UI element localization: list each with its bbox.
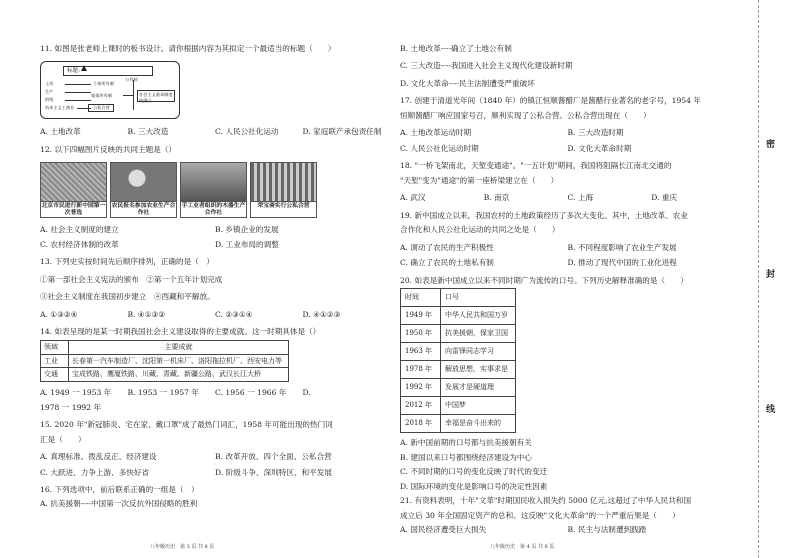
table-row	[41, 354, 289, 368]
q19-option-b[interactable]: B. 不同程度影响了农业生产发展	[567, 242, 677, 252]
table-cell: 发展才是硬道理	[441, 379, 516, 397]
q19-option-d[interactable]: D. 推动了现代中国的工业化进程	[567, 258, 677, 268]
q15-stem-2: 汇是（ ）	[40, 434, 86, 444]
q14-option-d-text[interactable]: 1978 一 1992 年	[40, 402, 102, 412]
q17-option-b[interactable]: B. 三大改造时期	[567, 128, 624, 138]
q15-option-a[interactable]: A. 真理标准、拨乱反正、经济建设	[40, 452, 157, 462]
photo-image	[110, 162, 177, 202]
table-cell: 中华人民共和国万岁	[441, 307, 516, 325]
q15-option-c[interactable]: C. 大跃进、力争上游、多快好省	[40, 467, 150, 477]
table-cell: 工业	[41, 354, 69, 368]
q14-option-b[interactable]: B. 1953 一 1957 年	[127, 388, 199, 398]
q15-option-d[interactable]: D. 阶级斗争、深圳特区、和平发展	[215, 467, 332, 477]
q17-option-d[interactable]: D. 文化大革命时期	[567, 143, 632, 153]
table-row	[401, 343, 516, 361]
table-cell: 1992 年	[401, 379, 441, 397]
photo-caption: 荣宝斋实行公私合营	[250, 202, 317, 218]
board-middle-top: 个体所有制	[93, 81, 114, 87]
q13-items-2: ③社会主义制度在我国初步建立 ④西藏和平解放。	[40, 292, 215, 302]
q13-stem: 13. 下列史实按时间先后顺序排列，正确的是（ ）	[40, 257, 214, 267]
q20-stem: 20. 如表是新中国成立以来不同时期广为流传的口号。下列历史解释准确的是（ ）	[400, 275, 688, 285]
table-row	[401, 307, 516, 325]
table-cell: 中国梦	[441, 397, 516, 415]
board-row-2: 生产	[45, 89, 54, 95]
triangle-icon	[81, 65, 87, 71]
q21-stem: 21. 有资料表明，十年"文革"时期国民收入损失约 5000 亿元,这超过了中华人民共和国	[400, 496, 692, 506]
q17-option-c[interactable]: C. 人民公社化运动时期	[400, 143, 479, 153]
q12-options-row1	[40, 225, 390, 234]
table-cell: 解放思想，实事求是	[441, 361, 516, 379]
photo-caption: 北京市民进行新中国第一次普选	[40, 202, 107, 218]
q11-option-c[interactable]: C. 人民公社化运动	[215, 127, 279, 137]
q13-options	[40, 310, 390, 319]
q19-stem-2: 合作化和人民公社化运动的共同之处是（ ）	[400, 225, 560, 235]
q11-stem: 11. 如图是张老师上课时的板书设计。请你根据内容为其拟定一个最适当的标题（ ）	[40, 44, 336, 53]
arrow-line	[65, 84, 91, 85]
board-middle: 集体所有制	[91, 93, 112, 99]
table-row	[401, 415, 516, 433]
q18-option-d[interactable]: D. 重庆	[651, 193, 678, 203]
table-header-cell: 主要成就	[69, 340, 289, 354]
q17-stem-2: 恒顺酱醋厂响应国家号召，顺利实现了公私合营。公私合营出现在（ ）	[400, 110, 651, 120]
table-cell: 2012 年	[401, 397, 441, 415]
table-cell: 向雷锋同志学习	[441, 343, 516, 361]
photo-image	[40, 162, 107, 202]
arrow-line	[65, 100, 91, 101]
q13-option-b[interactable]: B. ④①③②	[127, 309, 166, 319]
q12-option-d[interactable]: D. 工业布局的调整	[215, 239, 279, 249]
q21-options-row1	[400, 525, 735, 534]
board-right: 社会主义基本制度的确立	[139, 92, 173, 103]
board-bottom: 公私合营	[93, 105, 110, 111]
q14-stem: 14. 如表呈现的是某一时期我国社会主义建设取得的主要成就。这一时期具体是（）	[40, 327, 321, 337]
q16-stem: 16. 下列选项中，前后联系正确的一组是（ ）	[40, 485, 199, 494]
q15-option-b[interactable]: B. 改革开放、四个全面、公私合营	[215, 452, 332, 462]
q17-options-row1	[400, 128, 735, 137]
q13-option-d[interactable]: D. ④①②③	[302, 309, 341, 319]
q15-stem: 15. 2020 年"新冠肺炎、宅在家、戴口罩"成了最热门词汇，1958 年可能出现的热门词	[40, 420, 333, 430]
q19-options-row1	[400, 243, 735, 252]
q14-option-a[interactable]: A. 1949 一 1953 年	[40, 388, 112, 398]
q18-stem-2: "天堑"变为"通途"的第一座桥梁建立在（ ）	[400, 175, 559, 185]
table-row	[41, 368, 289, 382]
photo-image	[180, 162, 247, 202]
table-row	[401, 361, 516, 379]
board-title-label: 标题：	[67, 68, 84, 75]
blackboard-diagram	[40, 61, 180, 119]
q13-option-c[interactable]: C. ②③①④	[215, 309, 253, 319]
table-cell: 交通	[41, 368, 69, 382]
q13-option-a[interactable]: A. ①③②④	[40, 309, 78, 319]
page-footer-left: 八年级历史 第 3 页 共 8 页	[150, 544, 215, 550]
left-column	[40, 44, 390, 517]
q12-option-b[interactable]: B. 乡镇企业的发展	[215, 225, 279, 235]
q21-option-a[interactable]: A. 国民经济遭受巨大损失	[400, 525, 487, 535]
table-header-cell: 领域	[41, 340, 69, 354]
table-cell: 长春第一汽车制造厂、沈阳第一机床厂、洛阳拖拉机厂、西安电力等	[69, 354, 289, 368]
q19-options-row2	[400, 258, 735, 267]
arrow-line	[65, 92, 91, 93]
q21-option-b[interactable]: B. 民主与法制遭到践踏	[567, 525, 647, 535]
q19-stem: 19. 新中国成立以来，我国农村的土地政策经历了多次大变化。其中，土地改革、农业	[400, 210, 688, 220]
photo-caption: 农民报名参加农业生产合作社	[110, 202, 177, 218]
q20-table	[400, 288, 516, 433]
photo-4	[250, 162, 317, 218]
board-right-top: 公有制	[125, 77, 138, 83]
q16-option-a[interactable]: A. 抗美援朝----中国第一次反抗外国侵略的胜利	[40, 499, 198, 509]
bracket-line	[133, 80, 134, 110]
q21-stem-2: 成立后 30 年全国固定资产的总和。这反映"文化大革命"的一个严重后果是（ ）	[400, 510, 680, 520]
q14-option-c[interactable]: C. 1956 一 1966 年	[215, 388, 287, 398]
binding-line	[758, 0, 759, 558]
q18-options	[400, 193, 735, 202]
q12-options-row2	[40, 240, 390, 249]
q20-option-c[interactable]: C. 不同时期的口号的变化反映了时代的变迁	[400, 467, 548, 477]
table-row	[401, 379, 516, 397]
q18-option-a[interactable]: A. 武汉	[400, 193, 426, 203]
table-cell: 1950 年	[401, 325, 441, 343]
table-cell: 宝成铁路、鹰厦铁路、川藏、青藏、新疆公路、武汉长江大桥	[69, 368, 289, 382]
photo-3	[180, 162, 247, 218]
board-row-3: 阶级	[45, 97, 54, 103]
table-header-cell: 时间	[401, 289, 441, 307]
q14-table	[40, 340, 289, 382]
arrow-line	[123, 95, 133, 96]
photo-caption: 手工业者组织的木器生产合作社	[180, 202, 247, 218]
q20-option-b[interactable]: B. 建国以来口号都围绕经济建设为中心	[400, 452, 532, 462]
q11-options	[40, 127, 390, 136]
board-row-4: 资本主义工商业	[45, 105, 75, 111]
q15-options-row1	[40, 452, 390, 461]
q14-option-d[interactable]: D.	[302, 388, 311, 398]
q11-option-a[interactable]: A. 土地改革	[40, 127, 81, 137]
board-title-box	[63, 66, 153, 76]
q11-option-d[interactable]: D. 家庭联产承包责任制	[302, 127, 382, 137]
binding-mark-2: 封	[766, 270, 776, 280]
photo-2	[110, 162, 177, 218]
q17-stem: 17. 创建于清道光年间（1840 年）的镇江恒顺酱醋厂是酱醋行业著名的老字号，1954 年	[400, 96, 701, 106]
table-cell: 抗美援朝，保家卫国	[441, 325, 516, 343]
table-header-cell: 口号	[441, 289, 516, 307]
photo-1	[40, 162, 107, 218]
q12-option-a[interactable]: A. 社会主义制度的建立	[40, 225, 119, 235]
q18-option-c[interactable]: C. 上海	[567, 193, 594, 203]
q19-option-c[interactable]: C. 确立了农民的土地私有制	[400, 258, 494, 268]
q17-options-row2	[400, 144, 735, 153]
binding-mark-1: 密	[766, 140, 776, 150]
q18-option-b[interactable]: B. 南京	[483, 193, 510, 203]
table-cell: 1963 年	[401, 343, 441, 361]
q16-option-d[interactable]: D. 文化大革命----民主法制遭受严重破坏	[400, 78, 535, 88]
binding-mark-3: 线	[766, 405, 776, 415]
table-row	[401, 397, 516, 415]
q11-option-b[interactable]: B. 三大改造	[127, 127, 169, 137]
table-cell: 1978 年	[401, 361, 441, 379]
q18-stem: 18. "一桥飞架南北，天堑变通途"。"一五计划"期间，我国将阻隔长江南北交通的	[400, 161, 672, 171]
q12-option-c[interactable]: C. 农村经济体制的改革	[40, 239, 119, 249]
page-footer-right: 八年级历史 第 4 页 共 8 页	[490, 544, 555, 550]
q16-option-b[interactable]: B. 土地改革----确立了土地公有制	[400, 44, 512, 53]
table-cell: 1949 年	[401, 307, 441, 325]
photo-image	[250, 162, 317, 202]
table-header-row	[41, 340, 289, 354]
table-cell: 2018 年	[401, 415, 441, 433]
q12-stem: 12. 以下四幅图片反映的共同主题是（）	[40, 144, 176, 154]
q15-options-row2	[40, 468, 390, 477]
table-row	[401, 325, 516, 343]
table-header-row	[401, 289, 516, 307]
q17-option-a[interactable]: A. 土地改革运动时期	[400, 128, 472, 138]
q16-option-c[interactable]: C. 三大改造----我国进入社会主义现代化建设新时期	[400, 61, 573, 71]
board-row-1: 土改	[45, 81, 54, 87]
q19-option-a[interactable]: A. 调动了农民的生产积极性	[400, 242, 494, 252]
right-column	[400, 44, 735, 543]
q20-option-a[interactable]: A. 新中国前期的口号都与抗美援朝有关	[400, 438, 532, 448]
q13-items-1: ①第一部社会主义宪法的颁布 ②第一个五年计划完成	[40, 274, 223, 284]
q12-photos	[40, 162, 390, 218]
table-cell: 幸福是奋斗出来的	[441, 415, 516, 433]
q20-option-d[interactable]: D. 国际环境的变化是影响口号的决定性因素	[400, 481, 548, 491]
q14-options	[40, 388, 390, 397]
